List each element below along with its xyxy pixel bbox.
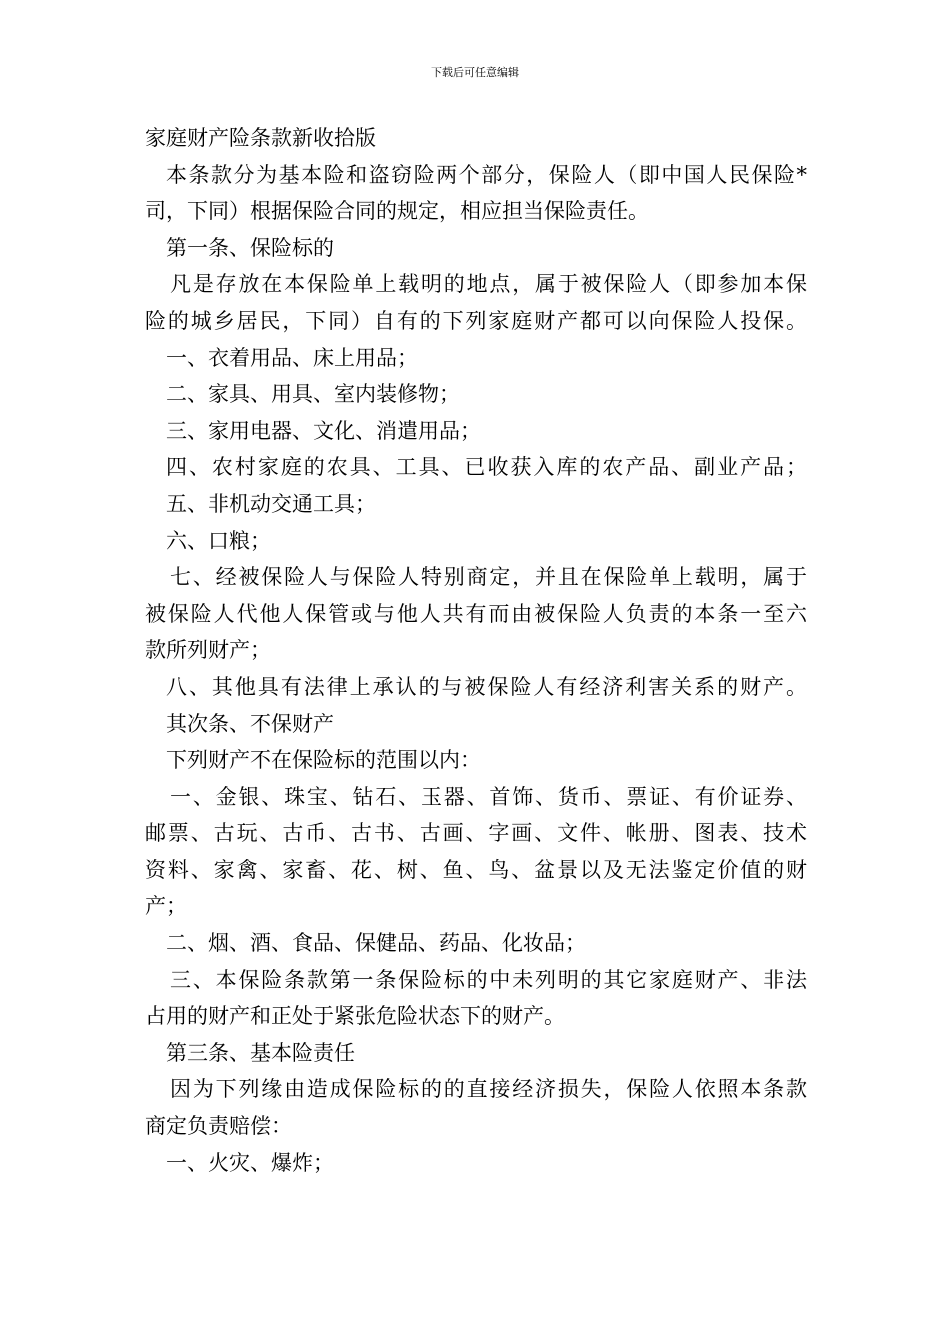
- list-item: 四、农村家庭的农具、工具、已收获入库的农产品、副业产品；: [166, 455, 807, 480]
- list-item: 三、本保险条款第一条保险标的中未列明的其它家庭财产、非法: [170, 967, 807, 992]
- list-item: 一、金银、珠宝、钻石、玉器、首饰、货币、票证、有价证券、: [170, 784, 807, 809]
- section-heading: 第一条、保险标的: [166, 235, 334, 260]
- section-heading: 第三条、基本险责任: [166, 1040, 355, 1065]
- paragraph-line: 险的城乡居民，下同）自有的下列家庭财产都可以向保险人投保。: [145, 308, 807, 333]
- paragraph-line: 司，下同）根据保险合同的规定，相应担当保险责任。: [145, 199, 649, 224]
- document-body: [145, 120, 807, 1181]
- document-title: 家庭财产险条款新收拾版: [145, 126, 376, 150]
- page-header: 下载后可任意编辑: [431, 66, 519, 79]
- list-item: 六、口粮；: [166, 528, 271, 553]
- list-item: 五、非机动交通工具；: [166, 491, 376, 516]
- list-item: 二、烟、酒、食品、保健品、药品、化妆品；: [166, 931, 586, 956]
- section-heading: 其次条、不保财产: [166, 711, 334, 736]
- list-item: 一、火灾、爆炸；: [166, 1150, 334, 1175]
- paragraph-line: 因为下列缘由造成保险标的的直接经济损失，保险人依照本条款: [170, 1077, 807, 1102]
- paragraph-line: 本条款分为基本险和盗窃险两个部分，保险人（即中国人民保险*: [166, 162, 807, 187]
- paragraph-line: 下列财产不在保险标的范围以内：: [166, 748, 481, 773]
- paragraph-line: 款所列财产；: [145, 638, 271, 663]
- paragraph-line: 被保险人代他人保管或与他人共有而由被保险人负责的本条一至六: [145, 601, 807, 626]
- list-item: 三、家用电器、文化、消遣用品；: [166, 418, 481, 443]
- paragraph-line: 占用的财产和正处于紧张危险状态下的财产。: [145, 1004, 565, 1029]
- paragraph-line: 产；: [145, 894, 187, 919]
- list-item: 七、经被保险人与保险人特别商定，并且在保险单上载明，属于: [170, 565, 807, 590]
- paragraph-line: 凡是存放在本保险单上载明的地点，属于被保险人（即参加本保: [170, 272, 807, 297]
- list-item: 二、家具、用具、室内装修物；: [166, 382, 460, 407]
- paragraph-line: 邮票、古玩、古币、古书、古画、字画、文件、帐册、图表、技术: [145, 821, 807, 846]
- list-item: 一、衣着用品、床上用品；: [166, 345, 418, 370]
- list-item: 八、其他具有法律上承认的与被保险人有经济利害关系的财产。: [166, 674, 807, 699]
- paragraph-line: 资料、家禽、家畜、花、树、鱼、鸟、盆景以及无法鉴定价值的财: [145, 857, 807, 882]
- paragraph-line: 商定负责赔偿：: [145, 1114, 292, 1139]
